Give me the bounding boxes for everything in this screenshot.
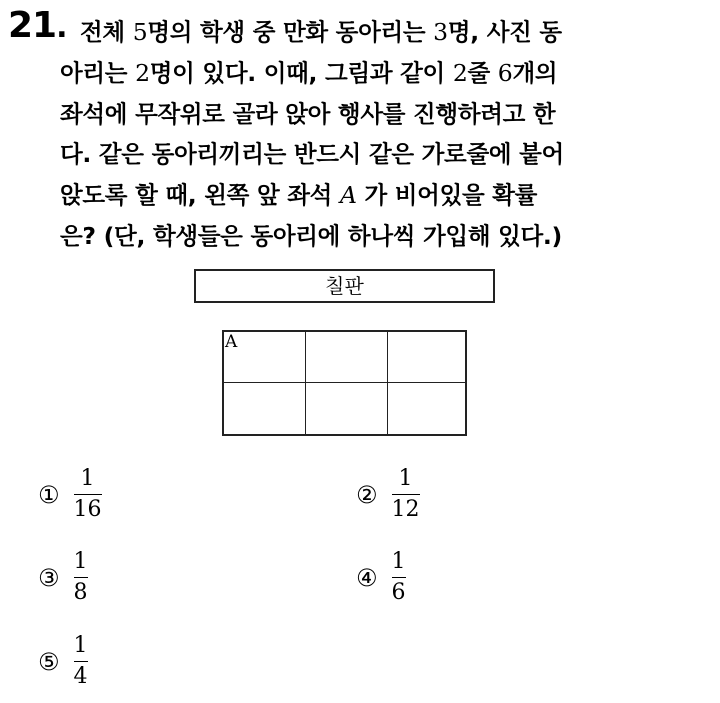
seat-grid [222, 330, 467, 436]
numerator: 1 [73, 549, 88, 574]
question-line [60, 53, 712, 94]
question-text [60, 12, 712, 257]
question-text-segment: 다. 같은 동아리끼리는 반드시 같은 가로줄에 붙어 [60, 140, 564, 169]
numerator: 1 [80, 466, 95, 491]
question-number-value: 21 [8, 5, 57, 46]
denominator: 12 [391, 497, 420, 522]
question-text-segment: 앉도록 할 때, 왼쪽 앞 좌석 [60, 181, 340, 210]
seat [388, 332, 465, 383]
denominator: 4 [73, 664, 88, 689]
question-text-segment: 명이 있다. 이때, 그림과 같이 [149, 58, 453, 87]
question-text-segment: 아리는 [60, 58, 136, 87]
question-text-segment: 은? (단, 학생들은 동아리에 하나씩 가입해 있다.) [60, 221, 562, 250]
question-line [60, 175, 712, 216]
fraction-bar [74, 661, 88, 662]
choice-2[interactable] [356, 466, 420, 523]
question-text-segment: 명, 사진 동 [447, 18, 562, 46]
question-text-segment: 개의 [512, 58, 558, 87]
fraction-bar [74, 494, 102, 495]
variable-text: A [339, 181, 357, 210]
question-line [60, 94, 712, 135]
denominator: 6 [391, 580, 406, 605]
fraction-bar [74, 577, 88, 578]
fraction-bar [392, 577, 406, 578]
number-text: 2 [452, 58, 468, 87]
blackboard-label: 칠판 [194, 269, 495, 303]
number-text: 5 [132, 18, 148, 46]
fraction [392, 549, 406, 606]
fraction [74, 466, 102, 523]
choice-1[interactable] [38, 466, 102, 523]
question-text-segment: 좌석에 무작위로 골라 앉아 행사를 진행하려고 한 [60, 99, 556, 128]
question-text-segment: 명의 학생 중 만화 동아리는 [147, 18, 434, 46]
question-text-segment: 전체 [80, 18, 133, 46]
choice-number: ① [38, 480, 60, 509]
choice-number: ⑤ [38, 647, 60, 676]
seat-a-label: A [225, 332, 238, 352]
numerator: 1 [398, 466, 413, 491]
seat [388, 383, 465, 434]
question-text-segment: 줄 [467, 58, 498, 87]
fraction [74, 633, 88, 690]
number-text: 6 [497, 58, 513, 87]
seat [306, 383, 388, 434]
fraction [74, 549, 88, 606]
denominator: 16 [73, 497, 102, 522]
question-number [8, 6, 67, 48]
number-text: 2 [135, 58, 150, 87]
choice-number: ④ [356, 563, 378, 592]
number-text: 3 [433, 18, 448, 46]
choice-number: ③ [38, 563, 60, 592]
choice-3[interactable] [38, 549, 88, 606]
question-line [80, 12, 716, 53]
choice-number: ② [356, 480, 378, 509]
fraction [392, 466, 420, 523]
fraction-bar [392, 494, 420, 495]
seat [224, 383, 306, 434]
numerator: 1 [73, 633, 88, 658]
seat [306, 332, 388, 383]
denominator: 8 [73, 580, 88, 605]
seat-a [224, 332, 306, 383]
choice-4[interactable] [356, 549, 406, 606]
question-number-dot: . [56, 10, 67, 45]
question-line [60, 134, 712, 175]
numerator: 1 [391, 549, 406, 574]
choice-5[interactable] [38, 633, 88, 690]
question-text-segment: 가 비어있을 확률 [356, 181, 538, 210]
question-line [60, 216, 712, 257]
